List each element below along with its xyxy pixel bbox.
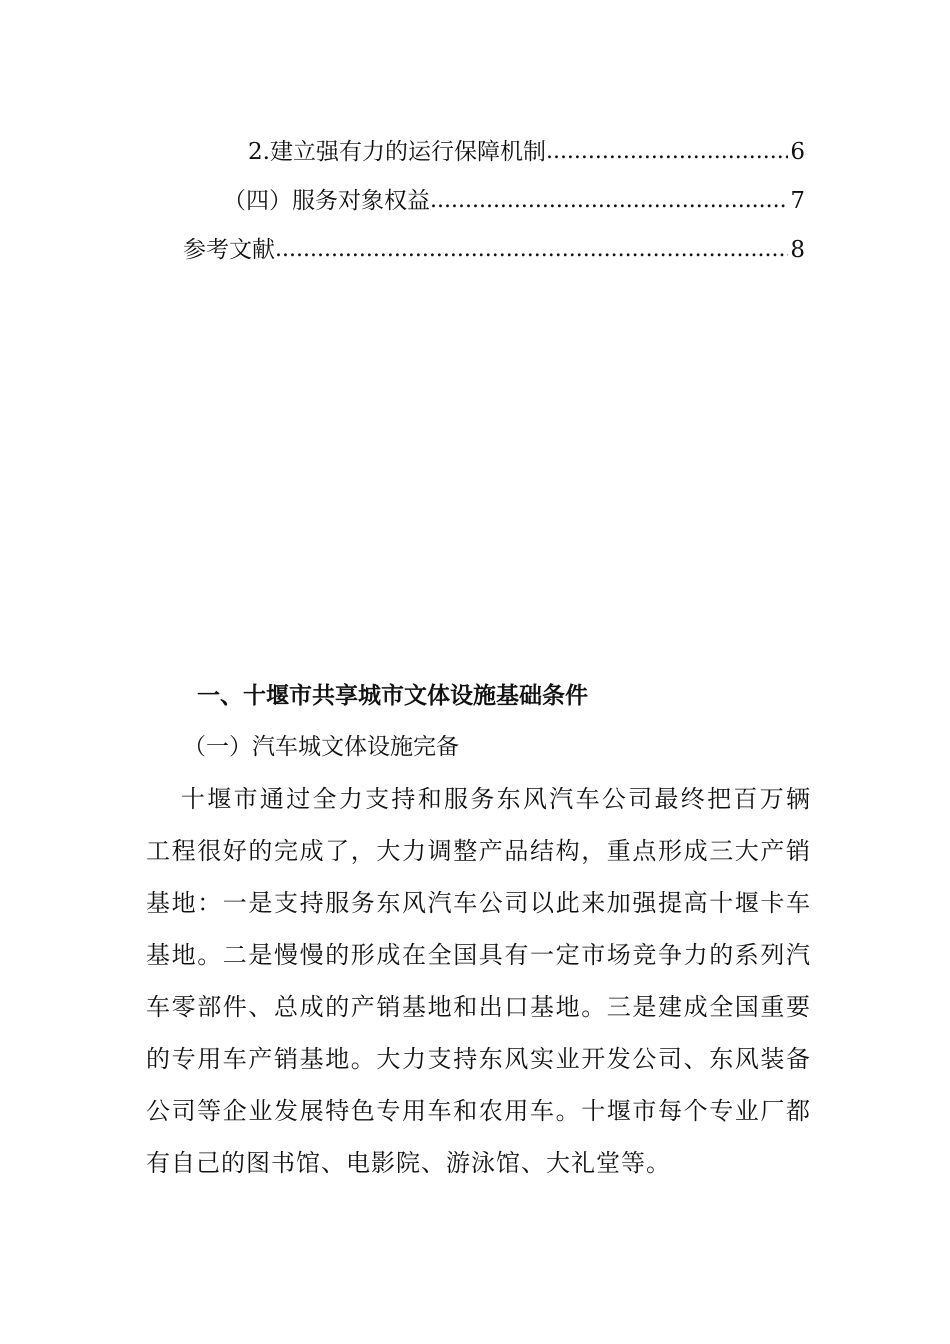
toc-entry-title: （四）服务对象权益 (223, 188, 430, 214)
toc-dot-leader (430, 186, 788, 216)
paragraph-line: 有自己的图书馆、电影院、游泳馆、大礼堂等。 (146, 1149, 671, 1177)
paragraph-line: 车零部件、总成的产销基地和出口基地。三是建成全国重要 (146, 993, 811, 1021)
toc-entry[interactable] (183, 231, 805, 265)
toc-entry-page: 6 (790, 139, 805, 165)
toc-dot-leader (546, 137, 788, 167)
toc-entry-page: 7 (790, 188, 805, 214)
paragraph-line: 基地。二是慢慢的形成在全国具有一定市场竞争力的系列汽 (146, 941, 811, 969)
toc-dot-leader (275, 235, 788, 265)
body-paragraph (146, 777, 811, 1193)
toc-entry-title: 参考文献 (183, 237, 275, 263)
section-heading: 一、十堰市共享城市文体设施基础条件 (197, 683, 588, 709)
subsection-heading: （一）汽车城文体设施完备 (183, 734, 459, 760)
paragraph-line: 的专用车产销基地。大力支持东风实业开发公司、东风装备 (146, 1045, 811, 1073)
paragraph-line: 基地：一是支持服务东风汽车公司以此来加强提高十堰卡车 (146, 889, 811, 917)
toc-entry-title: 2.建立强有力的运行保障机制 (248, 139, 546, 165)
toc-entry[interactable] (248, 133, 805, 167)
paragraph-line: 公司等企业发展特色专用车和农用车。十堰市每个专业厂都 (146, 1097, 811, 1125)
paragraph-line: 工程很好的完成了，大力调整产品结构，重点形成三大产销 (146, 837, 811, 865)
paragraph-line: 十堰市通过全力支持和服务东风汽车公司最终把百万辆 (181, 785, 811, 813)
toc-entry-page: 8 (790, 237, 805, 263)
toc-entry[interactable] (223, 182, 805, 216)
